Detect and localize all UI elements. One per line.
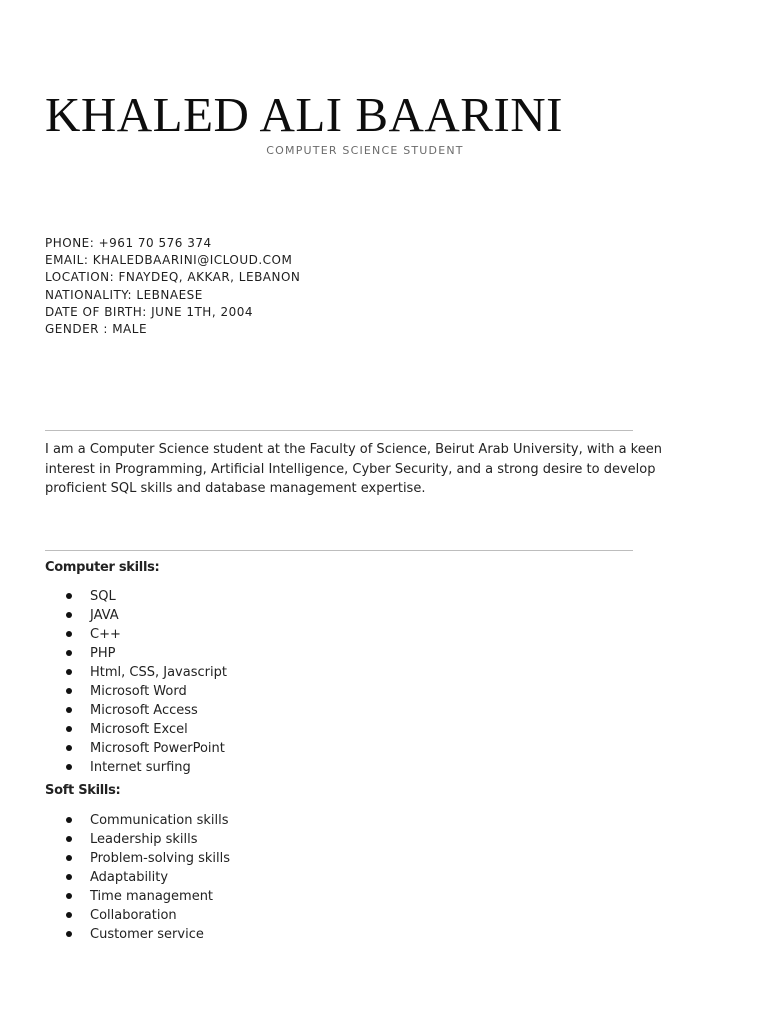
bullet-icon: [66, 912, 72, 918]
contact-phone: PHONE: +961 70 576 374: [45, 236, 212, 250]
bullet-icon: [66, 745, 72, 751]
bullet-icon: [66, 726, 72, 732]
bullet-icon: [66, 593, 72, 599]
contact-info: [45, 235, 300, 338]
skill-label: Microsoft Word: [90, 684, 187, 699]
skill-label: Problem-solving skills: [90, 851, 231, 866]
bullet-icon: [66, 817, 72, 823]
skill-label: Microsoft Access: [90, 703, 198, 718]
bullet-icon: [66, 764, 72, 770]
bullet-icon: [66, 931, 72, 937]
computer-skills-heading: Computer skills:: [45, 560, 160, 575]
skill-label: JAVA: [90, 608, 119, 623]
bullet-icon: [66, 874, 72, 880]
skill-label: PHP: [90, 646, 116, 661]
skill-label: Collaboration: [90, 908, 177, 923]
contact-gender: GENDER : MALE: [45, 322, 148, 337]
skill-label: Communication skills: [90, 813, 229, 828]
skill-label: C++: [90, 627, 121, 642]
section-divider: [45, 550, 633, 551]
bullet-icon: [66, 631, 72, 637]
contact-date-of-birth: DATE OF BIRTH: JUNE 1TH, 2004: [45, 304, 253, 319]
contact-location: LOCATION: FNAYDEQ, AKKAR, LEBANON: [45, 270, 301, 285]
candidate-name: KHALED ALI BAARINI: [45, 87, 563, 142]
section-divider: [45, 430, 633, 431]
contact-nationality: NATIONALITY: LEBNAESE: [45, 287, 203, 302]
bullet-icon: [66, 650, 72, 656]
profile-summary: I am a Computer Science student at the Faculty of Science, Beirut Arab University, with a keen interest in Programming, Artificial Intelligence, Cyber Security, and a strong desire to develop proficient SQL skills and database management expertise.: [45, 442, 662, 496]
skill-label: Time management: [90, 889, 214, 904]
contact-email: EMAIL: KHALEDBAARINI@ICLOUD.COM: [45, 253, 293, 268]
bullet-icon: [66, 893, 72, 899]
bullet-icon: [66, 688, 72, 694]
skill-label: Adaptability: [90, 870, 169, 885]
bullet-icon: [66, 707, 72, 713]
candidate-title: COMPUTER SCIENCE STUDENT: [266, 144, 464, 157]
skill-label: Microsoft PowerPoint: [90, 741, 225, 756]
bullet-icon: [66, 836, 72, 842]
skill-label: Html, CSS, Javascript: [90, 665, 227, 680]
skill-label: Customer service: [90, 927, 204, 942]
skill-label: Microsoft Excel: [90, 722, 188, 737]
skill-label: Internet surfing: [90, 760, 191, 775]
skill-label: SQL: [90, 589, 116, 604]
bullet-icon: [66, 855, 72, 861]
bullet-icon: [66, 669, 72, 675]
skill-label: Leadership skills: [90, 832, 198, 847]
bullet-icon: [66, 612, 72, 618]
soft-skills-heading: Soft Skills:: [45, 783, 121, 798]
